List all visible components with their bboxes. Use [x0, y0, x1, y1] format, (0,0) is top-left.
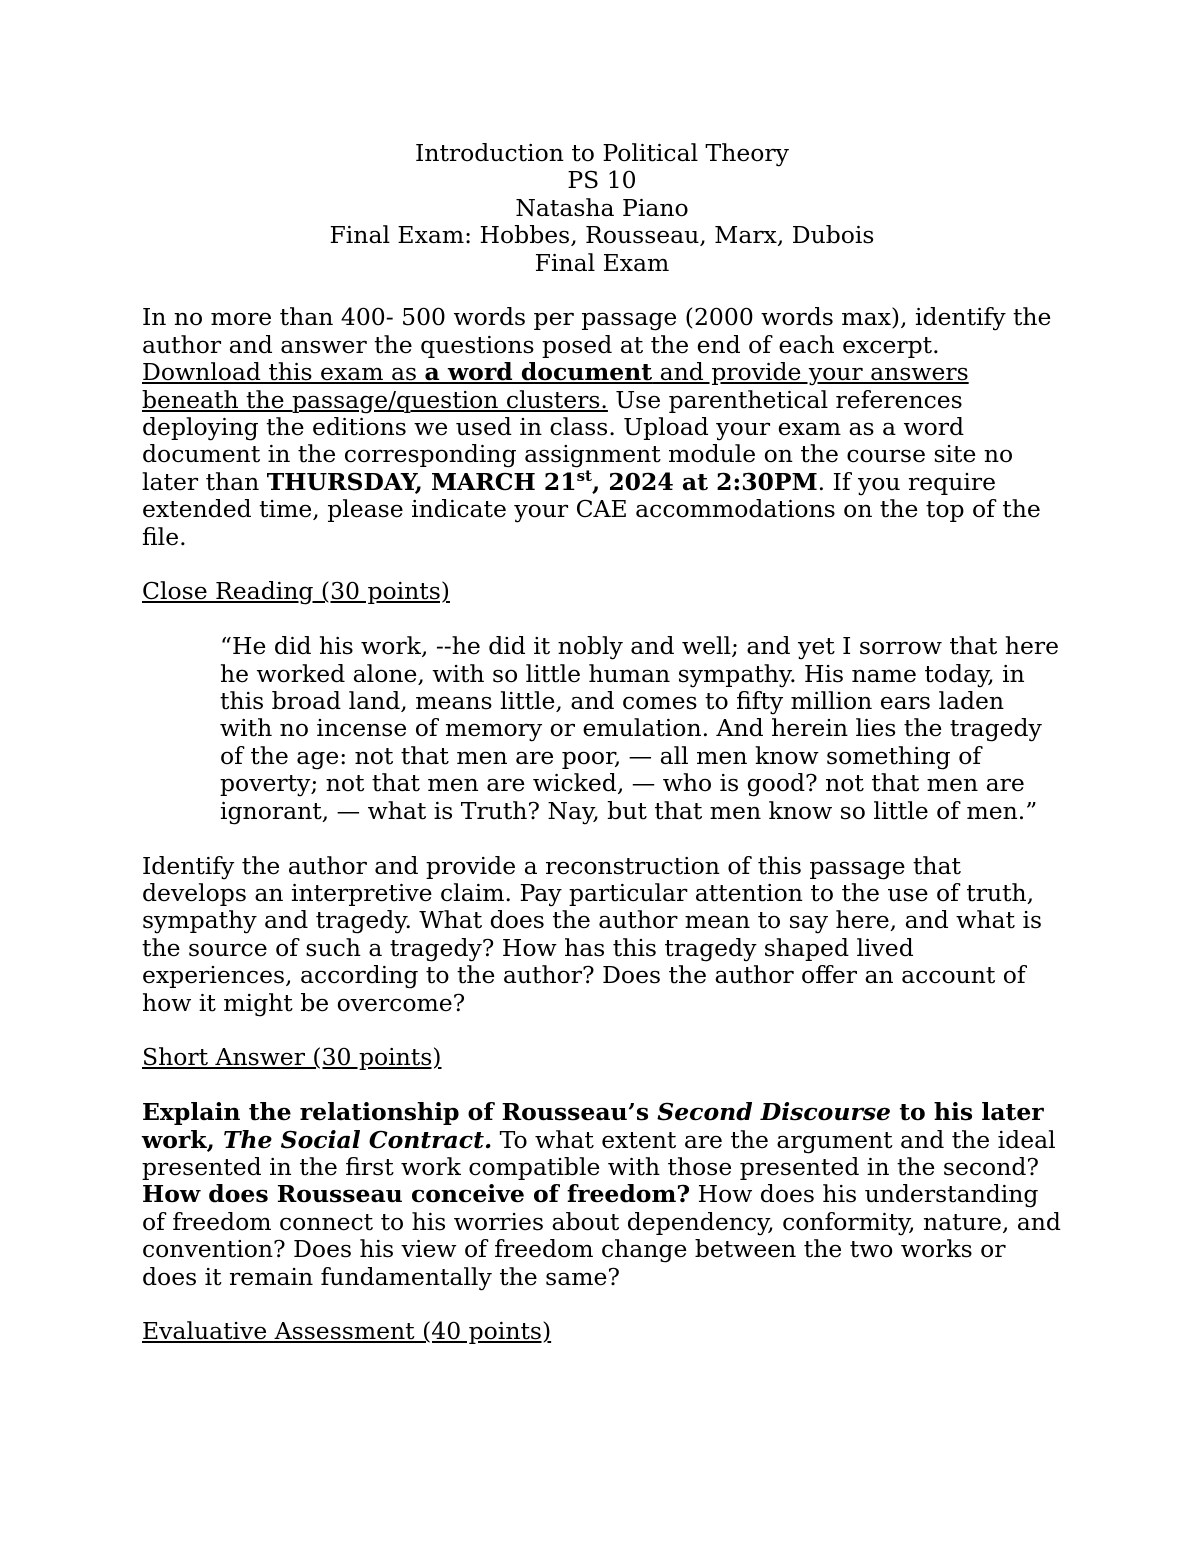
course-code: PS 10 [567, 166, 637, 195]
exam-header [142, 140, 1062, 277]
exam-page [142, 140, 1062, 1373]
exam-title: Final Exam: Hobbes, Rousseau, Marx, Dubois [329, 221, 875, 250]
course-title: Introduction to Political Theory [415, 139, 789, 167]
accommodation-note: . If you require extended time, please indicate your CAE accommodations on the top of the file. [142, 467, 1041, 551]
short-answer-heading: Short Answer (30 points) [142, 1043, 442, 1072]
exam-label: Final Exam [534, 248, 670, 277]
instructor-name: Natasha Piano [515, 193, 689, 222]
instructions-intro: In no more than 400- 500 words per passage (2000 words max), identify the author and answer the questions posed at the end of each excerpt. [142, 303, 1052, 359]
deadline: THURSDAY, MARCH 21st, 2024 at 2:30PM [266, 467, 818, 496]
upload-instruction: Use parenthetical references deploying the editions we used in class. Upload your exam as a word document in the corresponding assignment module on the course site no later than [142, 385, 1014, 496]
short-answer-question: Explain the relationship of Rousseau’s Second Discourse to his later work, The Social Contract. To what extent are the argument and the ideal presented in the first work compatible with those presented in the second? How does Rousseau conceive of freedom? How does his understanding of freedom connect to his worries about dependency, conformity, nature, and convention? Does his view of freedom change between the two works or does it remain fundamentally the same? [142, 1098, 1061, 1291]
download-instruction: Download this exam as a word document and provide your answers beneath the passage/question clusters. [142, 358, 969, 414]
close-reading-question: Identify the author and provide a reconstruction of this passage that develops an interpretive claim. Pay particular attention to the use of truth, sympathy and tragedy. What does the author mean to say here, and what is the source of such a tragedy? How has this tragedy shaped lived experiences, according to the author? Does the author offer an account of how it might be overcome? [142, 851, 1043, 1017]
close-reading-quote: “He did his work, --he did it nobly and well; and yet I sorrow that here he worked alone, with so little human sympathy. His name today, in this broad land, means little, and comes to fifty million ears laden with no incense of memory or emulation. And herein lies the tragedy of the age: not that men are poor, — all men know something of poverty; not that men are wicked, — who is good? not that men are ignorant, — what is Truth? Nay, but that men know so little of men.” [220, 632, 1060, 825]
evaluative-heading: Evaluative Assessment (40 points) [142, 1317, 552, 1346]
close-reading-heading: Close Reading (30 points) [142, 577, 450, 606]
instructions-paragraph [142, 304, 1062, 551]
